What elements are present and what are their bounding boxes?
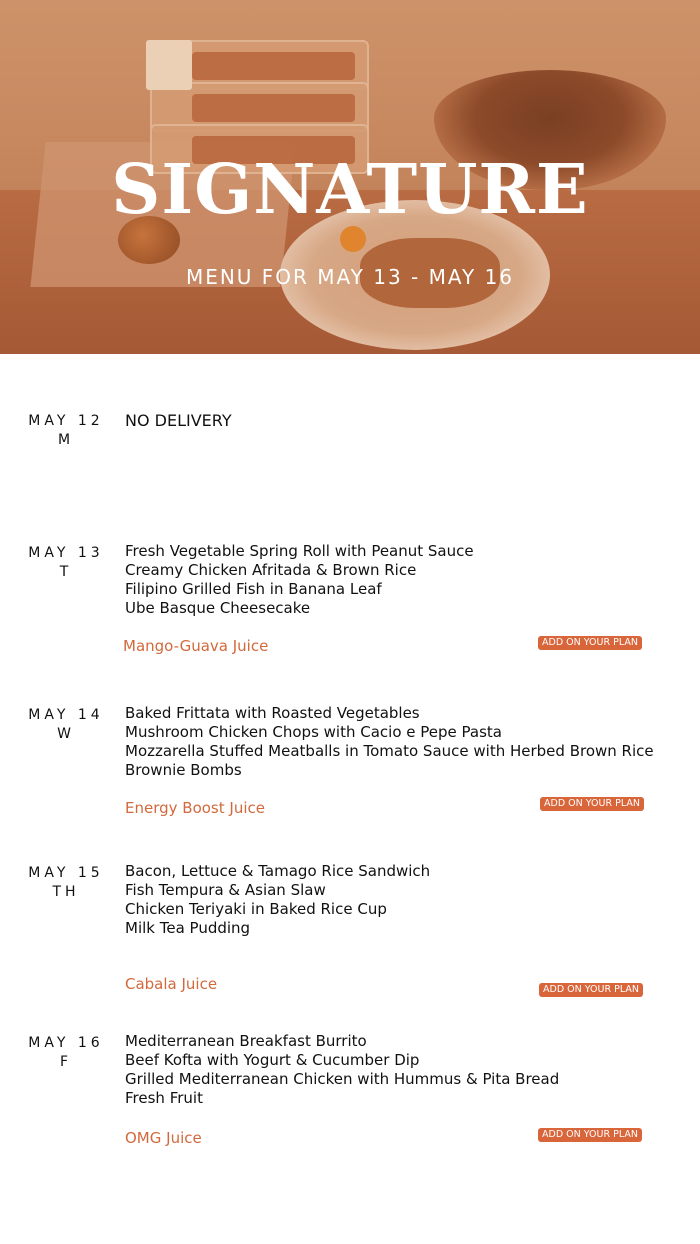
dish-item: Mushroom Chicken Chops with Cacio e Pepe Pasta <box>125 723 502 741</box>
date-label: MAY 14 <box>28 707 104 723</box>
dish-item: Creamy Chicken Afritada & Brown Rice <box>125 561 417 579</box>
dish-item: Mediterranean Breakfast Burrito <box>125 1032 367 1050</box>
dish-item: NO DELIVERY <box>125 411 232 430</box>
menu-title: SIGNATURE <box>111 150 589 230</box>
dish-list <box>125 862 430 938</box>
juice-addon: Energy Boost Juice <box>125 799 265 817</box>
dish-item: Bacon, Lettuce & Tamago Rice Sandwich <box>125 862 431 880</box>
add-on-plan-button[interactable]: ADD ON YOUR PLAN <box>540 797 644 811</box>
meal-box-label-image <box>146 40 192 90</box>
date-label: MAY 15 <box>28 865 104 881</box>
juice-addon: OMG Juice <box>125 1129 202 1147</box>
menu-date-range: MENU FOR MAY 13 - MAY 16 <box>185 265 515 289</box>
weekday-label: F <box>59 1054 73 1070</box>
day-date <box>22 544 110 582</box>
dish-item: Brownie Bombs <box>125 761 242 779</box>
dish-item: Fresh Vegetable Spring Roll with Peanut Sauce <box>125 542 474 560</box>
date-label: MAY 12 <box>28 413 104 429</box>
juice-addon: Mango-Guava Juice <box>123 637 269 655</box>
dish-item: Mozzarella Stuffed Meatballs in Tomato Sauce with Herbed Brown Rice <box>125 742 654 760</box>
dish-item: Milk Tea Pudding <box>125 919 251 937</box>
day-date <box>22 412 110 450</box>
dish-list <box>125 704 654 780</box>
dish-item: Chicken Teriyaki in Baked Rice Cup <box>125 900 387 918</box>
add-on-plan-button[interactable]: ADD ON YOUR PLAN <box>538 1128 642 1142</box>
day-date <box>22 864 110 902</box>
dish-item: Grilled Mediterranean Chicken with Hummus & Pita Bread <box>125 1070 560 1088</box>
dish-item: Ube Basque Cheesecake <box>125 599 311 617</box>
dish-item: Baked Frittata with Roasted Vegetables <box>125 704 420 722</box>
dish-item: Fresh Fruit <box>125 1089 203 1107</box>
day-date <box>22 1034 110 1072</box>
weekday-label: W <box>57 726 75 742</box>
weekday-label: M <box>57 432 75 448</box>
dish-list <box>125 542 474 618</box>
dish-item: Filipino Grilled Fish in Banana Leaf <box>125 580 382 598</box>
day-date <box>22 706 110 744</box>
juice-addon: Cabala Juice <box>125 975 218 993</box>
dish-item: Beef Kofta with Yogurt & Cucumber Dip <box>125 1051 420 1069</box>
dish-list <box>125 411 232 430</box>
weekday-label: T <box>59 564 73 580</box>
dish-item: Fish Tempura & Asian Slaw <box>125 881 326 899</box>
add-on-plan-button[interactable]: ADD ON YOUR PLAN <box>539 983 643 997</box>
weekday-label: TH <box>52 884 80 900</box>
dish-list <box>125 1032 559 1108</box>
hero-banner <box>0 0 700 354</box>
add-on-plan-button[interactable]: ADD ON YOUR PLAN <box>538 636 642 650</box>
date-label: MAY 16 <box>28 1035 104 1051</box>
date-label: MAY 13 <box>28 545 104 561</box>
